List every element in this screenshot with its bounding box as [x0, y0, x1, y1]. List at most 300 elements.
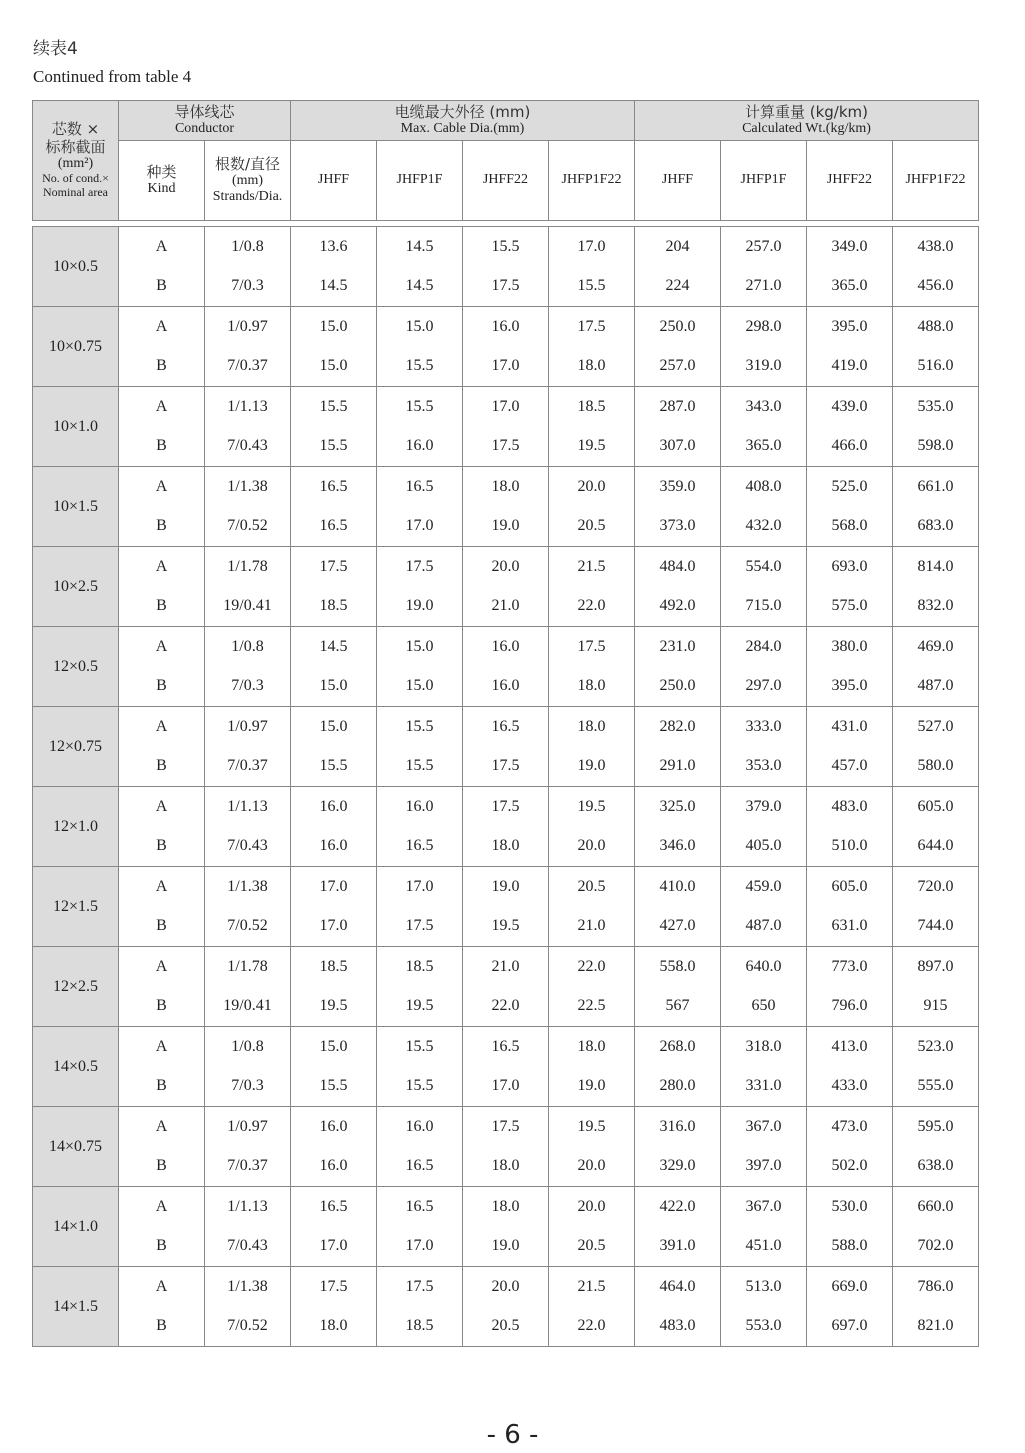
wt-cell [807, 707, 893, 787]
wt-cell-value: 715.0 [745, 597, 782, 614]
wt-cell [893, 1267, 979, 1347]
dia-cell-value: 16.5 [405, 478, 434, 495]
dia-cell-value: 22.0 [577, 597, 606, 614]
wt-cell [721, 1107, 807, 1187]
kind-cell [119, 1267, 205, 1347]
dia-cell [463, 787, 549, 867]
dia-cell-value: 16.5 [319, 1198, 348, 1215]
dia-cell-value: 16.0 [319, 1118, 348, 1135]
dia-cell-value: 19.5 [319, 997, 348, 1014]
dia-cell [291, 947, 377, 1027]
kind-cell-value: A [155, 1038, 168, 1055]
dia-cell-value: 17.0 [491, 398, 520, 415]
dia-cell [377, 1027, 463, 1107]
strands-cell-value: 1/1.78 [227, 558, 268, 575]
wt-cell-value: 343.0 [745, 398, 782, 415]
wt-cell [893, 1027, 979, 1107]
dia-cell [291, 547, 377, 627]
dia-cell-value: 15.0 [405, 638, 434, 655]
wt-cell [635, 227, 721, 307]
wt-cell [635, 1187, 721, 1267]
dia-cell-value: 19.5 [577, 798, 606, 815]
wt-cell-value: 523.0 [917, 1038, 954, 1055]
wt-cell-value: 397.0 [745, 1157, 782, 1174]
wt-cell [807, 1187, 893, 1267]
dia-cell-value: 19.0 [577, 757, 606, 774]
strands-cell-value: 1/1.13 [227, 1198, 268, 1215]
dia-cell-value: 20.5 [577, 1237, 606, 1254]
dia-cell-value: 15.5 [405, 398, 434, 415]
kind-cell-value: A [155, 318, 168, 335]
table-row [33, 867, 979, 947]
dia-cell-value: 15.5 [319, 1077, 348, 1094]
dia-cell [291, 1027, 377, 1107]
wt-cell [893, 627, 979, 707]
wt-cell [635, 947, 721, 1027]
dia-cell-value: 15.0 [319, 1038, 348, 1055]
dia-cell-value: 18.5 [405, 1317, 434, 1334]
header-dia [291, 101, 635, 141]
wt-cell [635, 707, 721, 787]
dia-cell-value: 18.0 [577, 718, 606, 735]
dia-cell-value: 17.5 [577, 638, 606, 655]
wt-cell [807, 1107, 893, 1187]
strands-cell-value: 1/1.38 [227, 1278, 268, 1295]
wt-cell-value: 530.0 [831, 1198, 868, 1215]
wt-cell-value: 473.0 [831, 1118, 868, 1135]
dia-cell-value: 15.5 [319, 757, 348, 774]
wt-cell [635, 1107, 721, 1187]
table-row [33, 227, 979, 307]
header-type-wt-3 [807, 141, 893, 221]
strands-cell-value: 1/0.8 [231, 638, 264, 655]
header-conductor-en: Conductor [174, 121, 235, 137]
dia-cell-value: 20.5 [577, 517, 606, 534]
wt-cell [635, 307, 721, 387]
strands-cell-value: 1/0.8 [231, 238, 264, 255]
dia-cell-value: 19.0 [405, 597, 434, 614]
dia-cell-value: 15.5 [405, 1038, 434, 1055]
dia-cell-value: 15.5 [405, 357, 434, 374]
wt-cell-value: 405.0 [745, 837, 782, 854]
header-conductor-zh: 导体线芯 [174, 102, 235, 121]
wt-cell [807, 467, 893, 547]
wt-cell-value: 595.0 [917, 1118, 954, 1135]
dia-cell [377, 1267, 463, 1347]
header-spec-cell [33, 101, 119, 221]
dia-cell-value: 18.0 [577, 677, 606, 694]
header-dia-en: Max. Cable Dia.(mm) [400, 121, 525, 137]
dia-cell-value: 17.0 [405, 1237, 434, 1254]
kind-cell [119, 787, 205, 867]
dia-cell-value: 19.0 [491, 1237, 520, 1254]
strands-cell [205, 467, 291, 547]
header-type-label: JHFP1F [396, 172, 443, 188]
dia-cell-value: 17.0 [491, 357, 520, 374]
dia-cell-value: 22.0 [577, 1317, 606, 1334]
dia-cell-value: 18.0 [491, 478, 520, 495]
wt-cell-value: 644.0 [917, 837, 954, 854]
kind-cell-value: B [156, 357, 167, 374]
dia-cell-value: 16.5 [405, 1157, 434, 1174]
dia-cell-value: 19.5 [405, 997, 434, 1014]
strands-cell [205, 947, 291, 1027]
wt-cell-value: 333.0 [745, 718, 782, 735]
dia-cell-value: 17.5 [491, 277, 520, 294]
dia-cell-value: 17.5 [405, 558, 434, 575]
dia-cell-value: 15.0 [319, 357, 348, 374]
dia-cell-value: 19.5 [491, 917, 520, 934]
dia-cell [377, 387, 463, 467]
header-type-label: JHFF22 [826, 172, 873, 188]
header-strands-en: Strands/Dia. [212, 189, 283, 205]
strands-cell-value: 7/0.37 [227, 1157, 268, 1174]
dia-cell-value: 16.5 [405, 837, 434, 854]
table-row [33, 787, 979, 867]
strands-cell [205, 867, 291, 947]
wt-cell-value: 282.0 [659, 718, 696, 735]
strands-cell [205, 1107, 291, 1187]
kind-cell [119, 307, 205, 387]
dia-cell-value: 17.5 [491, 757, 520, 774]
wt-cell [807, 1027, 893, 1107]
dia-cell-value: 16.0 [319, 798, 348, 815]
dia-cell-value: 17.5 [577, 318, 606, 335]
kind-cell [119, 707, 205, 787]
wt-cell [721, 707, 807, 787]
table-row [33, 1027, 979, 1107]
wt-cell-value: 487.0 [917, 677, 954, 694]
dia-cell [377, 867, 463, 947]
dia-cell-value: 15.0 [405, 318, 434, 335]
header-spec-en2: Nominal area [43, 184, 108, 199]
wt-cell-value: 483.0 [831, 798, 868, 815]
dia-cell-value: 15.5 [319, 437, 348, 454]
table-header [32, 100, 979, 221]
dia-cell [291, 307, 377, 387]
dia-cell-value: 18.0 [491, 837, 520, 854]
dia-cell [377, 467, 463, 547]
header-type-dia-2 [377, 141, 463, 221]
dia-cell [291, 707, 377, 787]
header-kind [119, 141, 205, 221]
wt-cell-value: 567 [665, 997, 690, 1014]
strands-cell-value: 7/0.52 [227, 517, 268, 534]
dia-cell-value: 16.5 [405, 1198, 434, 1215]
dia-cell-value: 16.0 [405, 798, 434, 815]
kind-cell [119, 1187, 205, 1267]
wt-cell [635, 627, 721, 707]
dia-cell-value: 18.5 [319, 597, 348, 614]
wt-cell-value: 380.0 [831, 638, 868, 655]
strands-cell-value: 1/1.38 [227, 478, 268, 495]
wt-cell-value: 631.0 [831, 917, 868, 934]
header-spec-unit: (mm²) [57, 155, 94, 171]
wt-cell-value: 516.0 [917, 357, 954, 374]
dia-cell [549, 627, 635, 707]
dia-cell-value: 14.5 [405, 238, 434, 255]
kind-cell-value: B [156, 757, 167, 774]
dia-cell [549, 307, 635, 387]
dia-cell-value: 16.5 [319, 517, 348, 534]
header-type-wt-1 [635, 141, 721, 221]
kind-cell-value: B [156, 997, 167, 1014]
wt-cell [893, 947, 979, 1027]
wt-cell-value: 438.0 [917, 238, 954, 255]
spec-cell: 14×1.5 [33, 1267, 119, 1347]
header-type-label: JHFP1F22 [905, 172, 966, 188]
header-kind-zh: 种类 [146, 162, 177, 181]
dia-cell-value: 18.0 [491, 1198, 520, 1215]
dia-cell-value: 15.0 [319, 718, 348, 735]
dia-cell-value: 18.5 [405, 958, 434, 975]
dia-cell [463, 1107, 549, 1187]
dia-cell-value: 15.5 [405, 718, 434, 735]
table-row [33, 1187, 979, 1267]
dia-cell-value: 16.0 [491, 638, 520, 655]
dia-cell-value: 16.0 [405, 1118, 434, 1135]
table-row [33, 627, 979, 707]
dia-cell-value: 17.5 [319, 1278, 348, 1295]
kind-cell-value: A [155, 1278, 168, 1295]
wt-cell-value: 433.0 [831, 1077, 868, 1094]
dia-cell-value: 21.0 [491, 958, 520, 975]
wt-cell-value: 786.0 [917, 1278, 954, 1295]
kind-cell [119, 947, 205, 1027]
wt-cell-value: 287.0 [659, 398, 696, 415]
spec-cell: 10×0.5 [33, 227, 119, 307]
kind-cell-value: B [156, 917, 167, 934]
dia-cell-value: 19.5 [577, 1118, 606, 1135]
dia-cell [463, 1267, 549, 1347]
wt-cell-value: 224 [665, 277, 690, 294]
wt-cell [721, 1187, 807, 1267]
wt-cell-value: 555.0 [917, 1077, 954, 1094]
wt-cell-value: 459.0 [745, 878, 782, 895]
strands-cell-value: 7/0.43 [227, 1237, 268, 1254]
dia-cell-value: 17.5 [319, 558, 348, 575]
caption-en: Continued from table 4 [33, 67, 192, 86]
wt-cell-value: 492.0 [659, 597, 696, 614]
strands-cell [205, 227, 291, 307]
kind-cell-value: A [155, 878, 168, 895]
dia-cell-value: 14.5 [319, 277, 348, 294]
wt-cell-value: 367.0 [745, 1118, 782, 1135]
strands-cell [205, 387, 291, 467]
wt-cell [893, 707, 979, 787]
table-row [33, 307, 979, 387]
dia-cell-value: 17.0 [319, 1237, 348, 1254]
dia-cell-value: 17.0 [319, 917, 348, 934]
wt-cell-value: 821.0 [917, 1317, 954, 1334]
dia-cell-value: 16.0 [319, 1157, 348, 1174]
wt-cell-value: 422.0 [659, 1198, 696, 1215]
spec-cell: 10×1.0 [33, 387, 119, 467]
wt-cell [721, 387, 807, 467]
strands-cell [205, 1187, 291, 1267]
header-type-wt-2 [721, 141, 807, 221]
dia-cell [291, 867, 377, 947]
dia-cell [377, 227, 463, 307]
header-type-label: JHFP1F [740, 172, 787, 188]
header-conductor [119, 101, 291, 141]
kind-cell-value: A [155, 238, 168, 255]
kind-cell-value: A [155, 718, 168, 735]
dia-cell-value: 21.0 [491, 597, 520, 614]
kind-cell-value: A [155, 398, 168, 415]
dia-cell-value: 17.0 [577, 238, 606, 255]
dia-cell [463, 547, 549, 627]
wt-cell-value: 502.0 [831, 1157, 868, 1174]
dia-cell [549, 467, 635, 547]
dia-cell [549, 947, 635, 1027]
wt-cell-value: 568.0 [831, 517, 868, 534]
kind-cell [119, 627, 205, 707]
wt-cell-value: 408.0 [745, 478, 782, 495]
wt-cell-value: 373.0 [659, 517, 696, 534]
wt-cell [807, 947, 893, 1027]
wt-cell-value: 488.0 [917, 318, 954, 335]
spec-cell: 14×0.5 [33, 1027, 119, 1107]
dia-cell [549, 787, 635, 867]
wt-cell [721, 627, 807, 707]
dia-cell-value: 21.0 [577, 917, 606, 934]
spec-cell: 14×0.75 [33, 1107, 119, 1187]
wt-cell-value: 353.0 [745, 757, 782, 774]
wt-cell-value: 419.0 [831, 357, 868, 374]
wt-cell-value: 744.0 [917, 917, 954, 934]
wt-cell [807, 787, 893, 867]
dia-cell-value: 18.0 [577, 357, 606, 374]
wt-cell-value: 250.0 [659, 677, 696, 694]
strands-cell [205, 627, 291, 707]
dia-cell [291, 1187, 377, 1267]
strands-cell-value: 7/0.3 [231, 1077, 264, 1094]
wt-cell-value: 307.0 [659, 437, 696, 454]
wt-cell-value: 204 [665, 238, 690, 255]
header-type-label: JHFF22 [482, 172, 529, 188]
wt-cell [721, 1267, 807, 1347]
strands-cell-value: 1/1.78 [227, 958, 268, 975]
header-wt-en: Calculated Wt.(kg/km) [742, 121, 871, 137]
wt-cell-value: 250.0 [659, 318, 696, 335]
wt-cell-value: 359.0 [659, 478, 696, 495]
wt-cell-value: 697.0 [831, 1317, 868, 1334]
kind-cell-value: A [155, 798, 168, 815]
kind-cell [119, 1027, 205, 1107]
wt-cell-value: 297.0 [745, 677, 782, 694]
dia-cell [549, 707, 635, 787]
dia-cell-value: 18.0 [491, 1157, 520, 1174]
wt-cell-value: 391.0 [659, 1237, 696, 1254]
dia-cell-value: 22.5 [577, 997, 606, 1014]
dia-cell [463, 467, 549, 547]
header-type-label: JHFF [317, 172, 350, 188]
wt-cell-value: 456.0 [917, 277, 954, 294]
wt-cell-value: 683.0 [917, 517, 954, 534]
strands-cell [205, 1267, 291, 1347]
dia-cell-value: 19.0 [577, 1077, 606, 1094]
wt-cell-value: 796.0 [831, 997, 868, 1014]
wt-cell [721, 227, 807, 307]
data-table [32, 226, 979, 1347]
dia-cell-value: 18.5 [577, 398, 606, 415]
wt-cell [721, 787, 807, 867]
wt-cell-value: 349.0 [831, 238, 868, 255]
kind-cell-value: B [156, 1077, 167, 1094]
wt-cell-value: 271.0 [745, 277, 782, 294]
wt-cell-value: 346.0 [659, 837, 696, 854]
wt-cell [721, 467, 807, 547]
strands-cell-value: 7/0.43 [227, 437, 268, 454]
dia-cell-value: 17.0 [491, 1077, 520, 1094]
wt-cell-value: 466.0 [831, 437, 868, 454]
wt-cell [893, 307, 979, 387]
header-type-dia-1 [291, 141, 377, 221]
dia-cell [291, 1107, 377, 1187]
wt-cell [635, 547, 721, 627]
wt-cell-value: 331.0 [745, 1077, 782, 1094]
wt-cell [893, 1107, 979, 1187]
strands-cell-value: 19/0.41 [223, 597, 272, 614]
dia-cell [463, 1027, 549, 1107]
dia-cell-value: 18.0 [577, 1038, 606, 1055]
table-row [33, 387, 979, 467]
dia-cell [549, 1187, 635, 1267]
wt-cell [807, 227, 893, 307]
header-spec-zh1: 芯数 × [51, 120, 100, 139]
header-wt-zh: 计算重量 (kg/km) [744, 102, 869, 121]
dia-cell [377, 1187, 463, 1267]
wt-cell [807, 1267, 893, 1347]
header-type-wt-4 [893, 141, 979, 221]
dia-cell-value: 17.5 [405, 1278, 434, 1295]
strands-cell-value: 7/0.37 [227, 757, 268, 774]
dia-cell-value: 19.0 [491, 517, 520, 534]
spec-cell: 12×2.5 [33, 947, 119, 1027]
kind-cell [119, 1107, 205, 1187]
wt-cell-value: 693.0 [831, 558, 868, 575]
wt-cell [807, 387, 893, 467]
wt-cell-value: 367.0 [745, 1198, 782, 1215]
wt-cell [635, 1267, 721, 1347]
dia-cell-value: 22.0 [577, 958, 606, 975]
kind-cell-value: B [156, 517, 167, 534]
dia-cell-value: 16.0 [491, 677, 520, 694]
caption-zh: 续表4 [33, 39, 78, 59]
header-strands-zh: 根数/直径 [214, 154, 281, 173]
wt-cell-value: 318.0 [745, 1038, 782, 1055]
dia-cell-value: 17.5 [491, 437, 520, 454]
wt-cell [721, 867, 807, 947]
spec-cell: 14×1.0 [33, 1187, 119, 1267]
dia-cell [377, 1107, 463, 1187]
kind-cell-value: A [155, 638, 168, 655]
dia-cell-value: 21.5 [577, 558, 606, 575]
dia-cell [377, 307, 463, 387]
dia-cell [291, 227, 377, 307]
kind-cell [119, 547, 205, 627]
kind-cell-value: B [156, 437, 167, 454]
wt-cell-value: 650 [751, 997, 776, 1014]
strands-cell [205, 787, 291, 867]
dia-cell [377, 707, 463, 787]
dia-cell-value: 17.0 [405, 878, 434, 895]
dia-cell-value: 16.0 [319, 837, 348, 854]
wt-cell-value: 365.0 [745, 437, 782, 454]
wt-cell [893, 387, 979, 467]
dia-cell [463, 627, 549, 707]
